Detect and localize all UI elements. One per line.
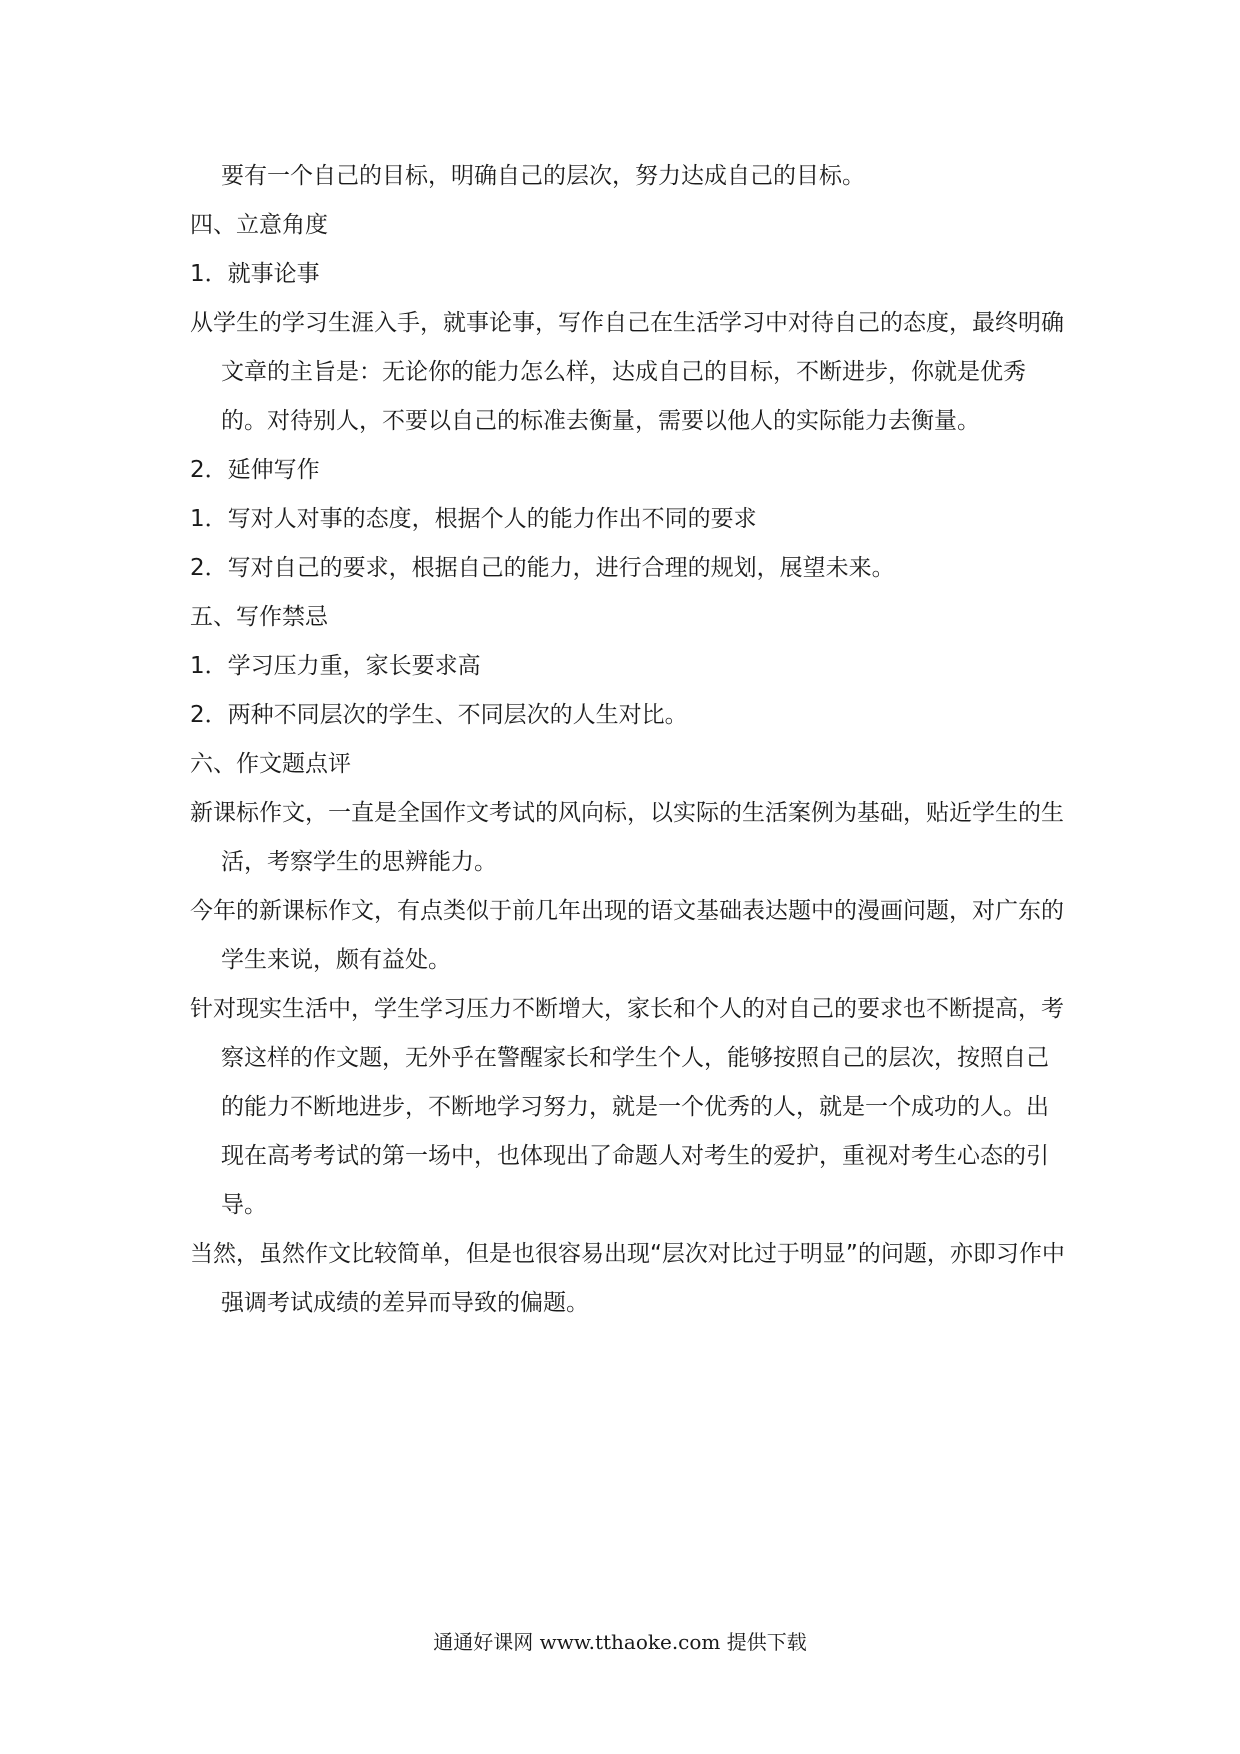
section-title-6: 六、作文题点评 bbox=[190, 751, 351, 777]
section-title-4: 四、立意角度 bbox=[190, 212, 328, 238]
section-4-subitem-1: 1．写对人对事的态度，根据个人的能力作出不同的要求 bbox=[190, 506, 757, 532]
section-6-paragraph-2: 今年的新课标作文，有点类似于前几年出现的语文基础表达题中的漫画问题，对广东的学生来说，颇有益处。 bbox=[190, 898, 1064, 973]
section-4-paragraph-1: 从学生的学习生涯入手，就事论事，写作自己在生活学习中对待自己的态度，最终明确文章的主旨是：无论你的能力怎么样，达成自己的目标，不断进步，你就是优秀的。对待别人，不要以自己的标准去衡量，需要以他人的实际能力去衡量。 bbox=[190, 310, 1064, 434]
section-6-paragraph-1: 新课标作文，一直是全国作文考试的风向标，以实际的生活案例为基础，贴近学生的生活，考察学生的思辨能力。 bbox=[190, 800, 1064, 875]
section-4-subitem-2: 2．写对自己的要求，根据自己的能力，进行合理的规划，展望未来。 bbox=[190, 555, 895, 581]
section-4-item-2: 2．延伸写作 bbox=[190, 457, 320, 483]
section-4-item-1: 1．就事论事 bbox=[190, 261, 320, 287]
section-6-paragraph-4: 当然，虽然作文比较简单，但是也很容易出现“层次对比过于明显”的问题，亦即习作中强调考试成绩的差异而导致的偏题。 bbox=[190, 1241, 1065, 1316]
document-body bbox=[190, 152, 1065, 1328]
continued-line: 要有一个自己的目标，明确自己的层次，努力达成自己的目标。 bbox=[221, 163, 865, 189]
section-5-item-1: 1．学习压力重，家长要求高 bbox=[190, 653, 481, 679]
section-title-5: 五、写作禁忌 bbox=[190, 604, 328, 630]
page-footer: 通通好课网 www.tthaoke.com 提供下载 bbox=[433, 1630, 807, 1654]
section-5-item-2: 2．两种不同层次的学生、不同层次的人生对比。 bbox=[190, 702, 688, 728]
section-6-paragraph-3: 针对现实生活中，学生学习压力不断增大，家长和个人的对自己的要求也不断提高，考察这样的作文题，无外乎在警醒家长和学生个人，能够按照自己的层次，按照自己的能力不断地进步，不断地学习努力，就是一个优秀的人，就是一个成功的人。出现在高考考试的第一场中，也体现出了命题人对考生的爱护，重视对考生心态的引导。 bbox=[190, 996, 1064, 1218]
